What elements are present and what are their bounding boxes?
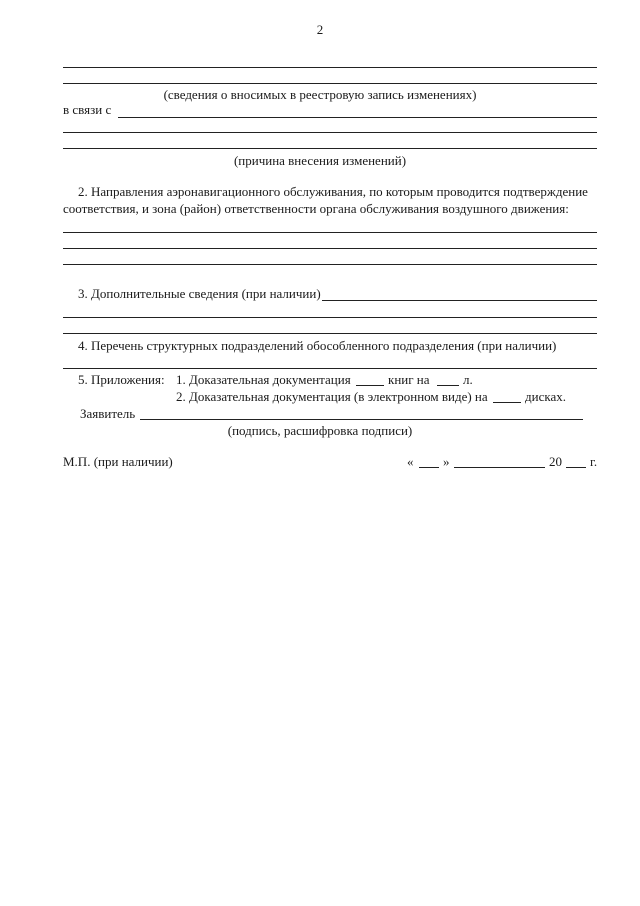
year-blank[interactable] — [566, 467, 586, 468]
section-4-answer-line[interactable] — [63, 368, 597, 369]
section-2-line-1: 2. Направления аэронавигационного обслуживания, по которым проводится подтверждение — [78, 184, 588, 199]
attachment-2-text: 2. Доказательная документация (в электронном виде) на — [176, 389, 488, 404]
reason-line-3[interactable] — [63, 148, 597, 149]
section-4-label: 4. Перечень структурных подразделений обособленного подразделения (при наличии) — [78, 338, 557, 353]
reason-line-1[interactable] — [118, 117, 597, 118]
sheets-count-blank[interactable] — [437, 385, 459, 386]
month-blank[interactable] — [454, 467, 545, 468]
section-5-label: 5. Приложения: — [78, 372, 165, 387]
attachment-1-books-label: книг на — [388, 372, 430, 387]
section-3-answer-line-2[interactable] — [63, 317, 597, 318]
section-3-answer-line-3[interactable] — [63, 333, 597, 334]
section-2-answer-line-3[interactable] — [63, 264, 597, 265]
applicant-signature-line[interactable] — [140, 419, 583, 420]
section-3-answer-line-1[interactable] — [322, 300, 597, 301]
day-blank[interactable] — [419, 467, 439, 468]
quote-close: » — [443, 454, 450, 469]
changes-line-1[interactable] — [63, 67, 597, 68]
disks-count-blank[interactable] — [493, 402, 521, 403]
in-connection-label: в связи с — [63, 102, 112, 117]
caption-changes: (сведения о вносимых в реестровую запись изменениях) — [163, 87, 477, 102]
page-number: 2 — [316, 22, 324, 37]
caption-reason: (причина внесения изменений) — [233, 153, 407, 168]
attachment-1-text: 1. Доказательная документация — [176, 372, 351, 387]
applicant-caption: (подпись, расшифровка подписи) — [227, 423, 413, 438]
seal-label: М.П. (при наличии) — [63, 454, 173, 469]
section-2-line-2: соответствия, и зона (район) ответственности органа обслуживания воздушного движения: — [63, 201, 569, 216]
changes-line-2[interactable] — [63, 83, 597, 84]
attachment-2-disks-label: дисках. — [525, 389, 566, 404]
year-suffix: г. — [590, 454, 598, 469]
section-2-answer-line-2[interactable] — [63, 248, 597, 249]
year-prefix: 20 — [549, 454, 562, 469]
books-count-blank[interactable] — [356, 385, 384, 386]
section-2-answer-line-1[interactable] — [63, 232, 597, 233]
applicant-label: Заявитель — [80, 406, 136, 421]
quote-open: « — [407, 454, 414, 469]
reason-line-2[interactable] — [63, 132, 597, 133]
attachment-1-sheets-label: л. — [463, 372, 473, 387]
section-3-label: 3. Дополнительные сведения (при наличии) — [78, 286, 321, 301]
